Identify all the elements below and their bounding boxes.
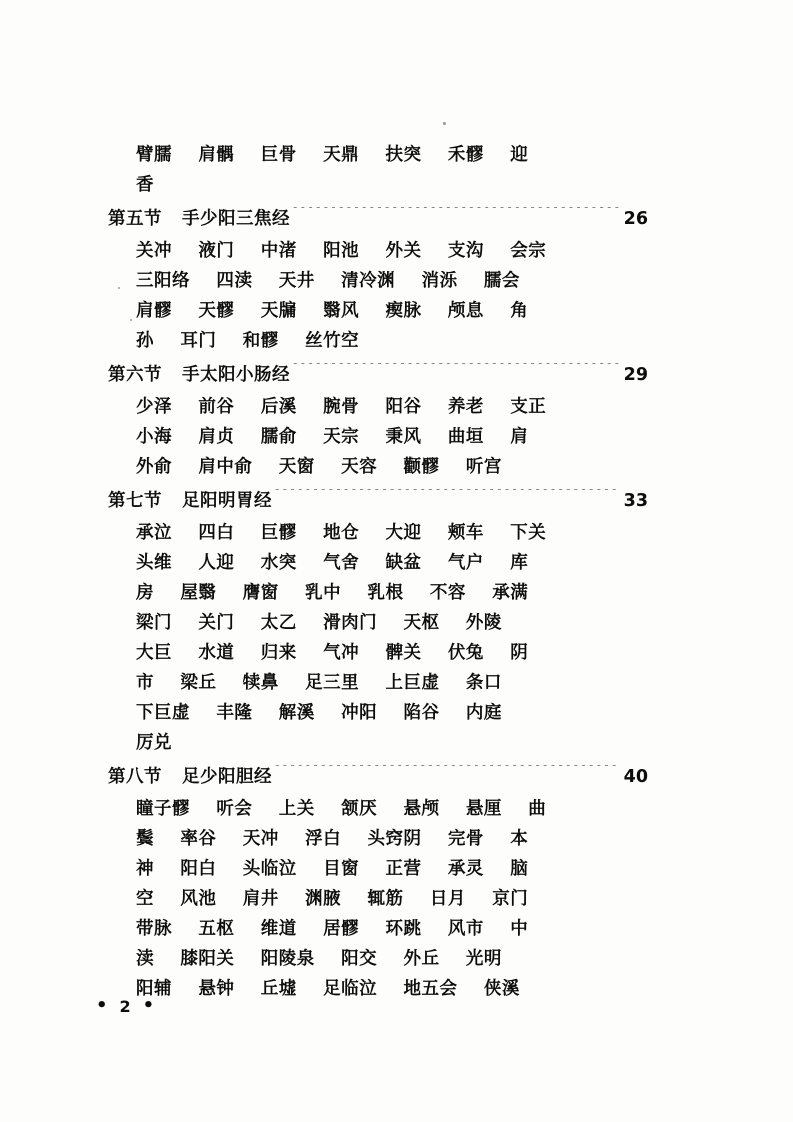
acupoint-line: 瞳子髎 听会 上关 颔厌 悬颅 悬厘 曲 — [136, 799, 547, 819]
dot-leader — [292, 207, 619, 225]
paper-speck — [443, 122, 446, 125]
toc-entry-section-8[interactable] — [108, 762, 648, 792]
acupoint-line: 香 — [136, 175, 154, 195]
folio-number: 2 — [119, 997, 133, 1017]
acupoint-line: 关冲 液门 中渚 阳池 外关 支沟 会宗 — [136, 241, 547, 261]
page-folio — [96, 995, 156, 1016]
acupoint-line: 肩髎 天髎 天牖 翳风 瘈脉 颅息 角 — [136, 301, 529, 321]
acupoint-line: 神 阳白 头临泣 目窗 正营 承灵 脑 — [136, 859, 529, 879]
acupoint-line: 厉兑 — [136, 733, 172, 753]
acupoint-line: 大巨 水道 归来 气冲 髀关 伏兔 阴 — [136, 643, 529, 663]
folio-dot-right: • — [142, 995, 157, 1016]
acupoint-line: 市 梁丘 犊鼻 足三里 上巨虚 条口 — [136, 673, 502, 693]
toc-entry-section-5[interactable] — [108, 204, 648, 234]
acupoint-line: 孙 耳门 和髎 丝竹空 — [136, 331, 360, 351]
page-number: 29 — [623, 365, 648, 385]
acupoint-line: 带脉 五枢 维道 居髎 环跳 风市 中 — [136, 919, 529, 939]
acupoint-line: 小海 肩贞 臑俞 天宗 秉风 曲垣 肩 — [136, 427, 529, 447]
acupoint-line: 三阳络 四渎 天井 清冷渊 消泺 臑会 — [136, 271, 520, 291]
acupoint-line: 空 风池 肩井 渊腋 辄筋 日月 京门 — [136, 889, 529, 909]
page-number: 40 — [623, 767, 648, 787]
acupoint-line: 头维 人迎 水突 气舍 缺盆 气户 库 — [136, 553, 529, 573]
page-number: 33 — [623, 491, 648, 511]
section-title: 足阳明胃经 — [182, 491, 272, 511]
acupoint-line: 下巨虚 丰隆 解溪 冲阳 陷谷 内庭 — [136, 703, 502, 723]
table-of-contents — [108, 140, 648, 1004]
section-title: 手太阳小肠经 — [182, 365, 290, 385]
dot-leader — [274, 489, 619, 507]
acupoint-line: 阳辅 悬钟 丘墟 足临泣 地五会 侠溪 — [136, 979, 520, 999]
toc-entry-section-7[interactable] — [108, 486, 648, 516]
toc-entry-section-6[interactable] — [108, 360, 648, 390]
dot-leader — [274, 765, 619, 783]
acupoint-line: 房 屋翳 膺窗 乳中 乳根 不容 承满 — [136, 583, 529, 603]
acupoint-line: 承泣 四白 巨髎 地仓 大迎 颊车 下关 — [136, 523, 547, 543]
acupoint-line: 外俞 肩中俞 天窗 天容 颧髎 听宫 — [136, 457, 502, 477]
section-number: 第六节 — [108, 365, 162, 385]
page-number: 26 — [623, 209, 648, 229]
section-number: 第五节 — [108, 209, 162, 229]
section-number: 第七节 — [108, 491, 162, 511]
acupoint-line: 少泽 前谷 后溪 腕骨 阳谷 养老 支正 — [136, 397, 547, 417]
folio-dot-left: • — [96, 995, 110, 1016]
acupoint-line: 臂臑 肩髃 巨骨 天鼎 扶突 禾髎 迎 — [136, 145, 529, 165]
dot-leader — [292, 363, 619, 381]
section-title: 手少阳三焦经 — [182, 209, 290, 229]
acupoint-line: 渎 膝阳关 阳陵泉 阳交 外丘 光明 — [136, 949, 502, 969]
section-title: 足少阳胆经 — [182, 767, 272, 787]
acupoint-line: 梁门 关门 太乙 滑肉门 天枢 外陵 — [136, 613, 502, 633]
acupoint-line: 鬓 率谷 天冲 浮白 头窍阴 完骨 本 — [136, 829, 529, 849]
section-number: 第八节 — [108, 767, 162, 787]
